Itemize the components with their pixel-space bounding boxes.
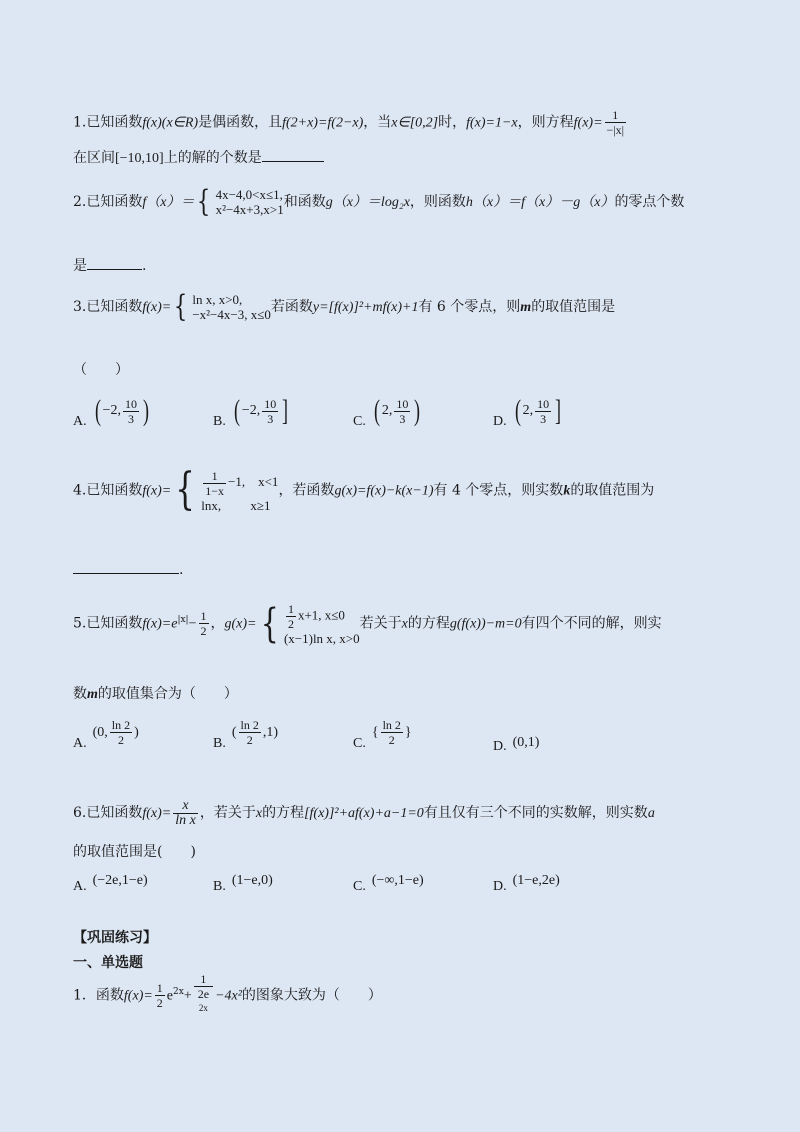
section-q1-t1: 的图象大致为（ ） — [241, 987, 382, 1004]
q6-option-a[interactable] — [73, 872, 148, 894]
q6-eq: [f(x)]²+af(x)+a−1=0 — [304, 806, 424, 821]
q5-a-n: ln 2 — [111, 718, 131, 732]
q5-prefix: 5.已知函数 — [73, 615, 143, 632]
q5-option-d-label: D. — [493, 739, 507, 754]
q6-option-b-label: B. — [213, 879, 226, 894]
section-q1-an: 1 — [156, 981, 163, 995]
q2-fx: f（x）＝ — [142, 195, 195, 210]
q3-option-b-value — [232, 396, 290, 426]
q5-a-text: (0, — [92, 724, 108, 740]
q3-option-a-value — [93, 396, 151, 426]
q3-a-d: 3 — [128, 411, 135, 426]
section-title: 【巩固练习】 — [73, 930, 157, 946]
q2-t3: 的零点个数 — [614, 194, 685, 210]
q5-c1n: 1 — [287, 601, 294, 616]
q3-c-r: ) — [414, 394, 421, 427]
q2-piecewise — [194, 184, 284, 219]
q4-case2: lnx, x≥1 — [201, 497, 271, 513]
section-q1-frac-b — [194, 972, 213, 1019]
q4-line1 — [73, 464, 655, 516]
q4-c1n: 1 — [203, 469, 226, 484]
q5-line2b: 的取值集合为（ ） — [97, 686, 238, 702]
q5-b-r: ,1) — [262, 724, 279, 740]
q4-c1t: −1, x<1 — [228, 474, 279, 489]
q5-option-b-value — [232, 718, 278, 747]
q4-prefix: 4.已知函数 — [73, 482, 143, 499]
q3-a-frac — [123, 397, 139, 426]
q3-prefix: 3.已知函数 — [73, 299, 143, 315]
q5-t2: 的方程 — [407, 615, 450, 632]
q5-option-c[interactable] — [353, 718, 412, 751]
q1-t2: ，当 — [363, 114, 392, 131]
q2-case1: 4x−4,0<x≤1, — [215, 187, 283, 202]
q2-answer-blank[interactable] — [87, 269, 142, 270]
q6-option-d-label: D. — [493, 879, 507, 894]
q3-a-a: −2, — [102, 403, 122, 418]
q1-def: f(x)=1−x — [466, 115, 518, 131]
q3-c-a: 2, — [381, 403, 393, 418]
q6-option-c[interactable] — [353, 872, 424, 894]
q5-c-n: ln 2 — [382, 718, 401, 732]
q3-c-n: 10 — [396, 396, 409, 411]
q5-line2a: 数 — [73, 686, 87, 702]
q3-d-a: 2, — [522, 403, 534, 418]
q5-b-text: ( — [231, 724, 237, 740]
q6-c-text: (−∞,1−e) — [371, 873, 424, 888]
q6-fn: x — [173, 799, 198, 814]
q2-cases — [216, 187, 284, 217]
q6-line1 — [73, 796, 655, 831]
q3-a-r: ) — [143, 394, 150, 427]
q5-c-r: } — [404, 724, 412, 740]
q3-c-l: ( — [373, 394, 380, 427]
q2-t2: ，则函数 — [409, 194, 466, 210]
q5-option-b[interactable] — [213, 718, 279, 751]
q3-t3: 的取值范围是 — [531, 299, 616, 315]
section-q1-bd: 2e — [197, 987, 210, 1001]
section-q1-fx: f(x)= — [123, 988, 153, 1004]
section-q1-plus: + — [183, 988, 192, 1004]
q1-interval: [−10,10] — [115, 151, 164, 166]
q3-option-c-label: C. — [353, 414, 366, 429]
q3-t2: 有 6 个零点，则 — [418, 299, 521, 315]
q6-line2-text: 的取值范围是( ) — [73, 844, 196, 860]
q5-a-r: ) — [134, 724, 139, 740]
q6-b-text: (1−e,0) — [231, 873, 273, 888]
q3-c-frac — [394, 397, 410, 426]
q5-hd: 2 — [200, 624, 207, 639]
q5-c-d: 2 — [388, 733, 395, 747]
q3-b-a: −2, — [241, 403, 261, 418]
section-q1-be: 2x — [198, 1003, 208, 1013]
q3-b-n: 10 — [264, 396, 277, 411]
q6-a: a — [647, 806, 655, 821]
q1-frac — [605, 108, 627, 137]
q2-case2: x²−4x+3,x>1 — [215, 202, 284, 217]
q4-dot: . — [179, 562, 184, 578]
q4-cases — [201, 468, 278, 513]
q1-line2 — [73, 148, 324, 169]
q5-option-a-value — [93, 718, 139, 747]
q6-fd: ln x — [175, 812, 196, 828]
q1-fxR: f(x)(x∈R) — [142, 115, 199, 131]
q5-hn: 1 — [200, 609, 207, 624]
q5-c-frac — [381, 718, 403, 747]
q2-line2-text: 是 — [73, 258, 87, 274]
q5-option-a[interactable] — [73, 718, 139, 751]
q3-yexp: y=[f(x)]²+mf(x)+1 — [312, 300, 419, 315]
q4-case1-frac — [203, 469, 226, 498]
q4-fx: f(x)= — [142, 483, 172, 499]
q3-line1 — [73, 290, 615, 325]
q5-gx: g(x)= — [224, 616, 257, 632]
q5-c-text: { — [371, 724, 379, 740]
q4-case1 — [201, 468, 278, 498]
q3-t1: 若函数 — [270, 299, 313, 315]
q3-d-frac — [535, 397, 551, 426]
section-q1-prefix: 1．函数 — [73, 987, 124, 1004]
q4-line2 — [73, 560, 183, 580]
q5-option-a-label: A. — [73, 735, 87, 751]
q3-b-l: ( — [233, 394, 240, 427]
section-q1-ad: 2 — [156, 996, 163, 1010]
q6-a-text: (−2e,1−e) — [92, 873, 148, 888]
q5-eq: g(f(x))−m=0 — [449, 616, 522, 632]
q3-c-d: 3 — [399, 411, 406, 426]
section-q1-tail: −4x² — [215, 988, 242, 1004]
q5-case1-frac — [286, 602, 296, 631]
q4-piecewise — [171, 464, 279, 516]
q5-option-c-label: C. — [353, 735, 366, 751]
q3-b-r: ] — [282, 394, 289, 427]
q5-option-c-value — [372, 718, 412, 747]
q5-t1: 若关于 — [359, 615, 402, 632]
q6-option-d[interactable] — [493, 872, 560, 894]
q3-option-d[interactable] — [493, 394, 563, 429]
q5-fx: f(x)=e — [142, 616, 178, 632]
q3-case1: ln x, x>0, — [192, 292, 243, 307]
q3-d-n: 10 — [537, 396, 550, 411]
q3-option-a[interactable] — [73, 394, 151, 429]
section-q1 — [73, 972, 382, 1019]
q3-a-l: ( — [94, 394, 101, 427]
q6-fx: f(x)= — [142, 806, 172, 821]
q5-b-frac — [239, 718, 261, 747]
q3-d-r: ] — [555, 394, 562, 427]
section-q1-bd-wrap — [194, 987, 213, 1019]
q1-eq1: f(2+x)=f(2−x) — [282, 115, 364, 131]
q6-d-text: (1−e,2e) — [512, 873, 560, 888]
q1-frac-den: −|x| — [606, 123, 625, 137]
q5-comma: ， — [210, 615, 225, 632]
q3-fx: f(x)= — [142, 300, 172, 315]
q1-t5: 上的解的个数是 — [163, 150, 262, 166]
q5-half — [199, 609, 209, 638]
q6-option-a-label: A. — [73, 879, 87, 894]
q4-k: k — [563, 483, 571, 499]
section-q1-frac-a — [155, 981, 165, 1010]
q5-piecewise — [257, 602, 360, 646]
q6-option-b[interactable] — [213, 872, 273, 894]
q1-t1: 是偶函数，且 — [198, 114, 283, 131]
q1-eqL: f(x)= — [573, 115, 603, 131]
q1-answer-blank[interactable] — [262, 161, 324, 162]
q3-a-n: 10 — [125, 396, 138, 411]
q1-line1 — [73, 108, 628, 137]
q6-line2 — [73, 842, 196, 862]
q5-x: x — [401, 616, 408, 632]
q5-line1 — [73, 600, 662, 646]
q1-t4: ，则方程 — [517, 114, 574, 131]
q4-t3: 的取值范围为 — [570, 482, 655, 499]
q5-b-d: 2 — [246, 733, 253, 747]
section-q1-bn: 1 — [194, 972, 213, 987]
q4-gx: g(x)=f(x)−k(x−1) — [334, 483, 434, 499]
q3-cases — [192, 292, 271, 322]
q2-line1 — [73, 185, 684, 220]
q3-option-c-value — [372, 396, 423, 426]
q3-b-frac — [262, 397, 278, 426]
q6-t1: ，若关于 — [199, 805, 256, 821]
q3-option-b-label: B. — [213, 414, 226, 429]
q5-brace: { — [260, 600, 279, 647]
section-q1-ae: 2x — [173, 986, 184, 997]
q3-option-d-label: D. — [493, 414, 507, 429]
q5-exp: |x| — [177, 615, 189, 625]
q5-a-frac — [110, 718, 132, 747]
q1-t3: 时， — [438, 114, 467, 131]
q5-line2 — [73, 684, 238, 705]
section-subtitle: 一、单选题 — [73, 955, 143, 971]
q3-option-b[interactable] — [213, 394, 290, 429]
q4-t1: ，若函数 — [278, 482, 335, 499]
q5-minus: − — [188, 616, 197, 632]
q2-dot: . — [142, 258, 147, 274]
q6-t3: 有且仅有三个不同的实数解，则实数 — [423, 805, 648, 821]
q3-b-d: 3 — [267, 411, 274, 426]
q5-case1 — [284, 602, 360, 631]
q2-prefix: 2.已知函数 — [73, 194, 143, 210]
q5-option-b-label: B. — [213, 735, 226, 751]
q2-t1: 和函数 — [283, 194, 326, 210]
q4-brace: { — [175, 464, 196, 516]
section-q1-at: e — [166, 988, 174, 1004]
q6-option-c-label: C. — [353, 879, 366, 894]
q1-line2-text: 在区间 — [73, 150, 115, 166]
q6-prefix: 6.已知函数 — [73, 805, 143, 821]
q5-d-text: (0,1) — [512, 735, 540, 750]
q2-brace: { — [197, 184, 211, 219]
q3-case2: −x²−4x−3, x≤0 — [192, 307, 271, 322]
q2-hx: h（x）＝f（x）－g（x） — [465, 195, 615, 210]
q5-b-n: ln 2 — [240, 718, 259, 732]
q4-answer-blank[interactable] — [73, 573, 179, 574]
q4-t2: 有 4 个零点，则实数 — [433, 482, 564, 499]
q1-prefix: 1.已知函数 — [73, 114, 143, 131]
q4-c1d: 1−x — [205, 483, 225, 498]
q5-c1t: x+1, x≤0 — [297, 607, 345, 623]
q2-line2 — [73, 256, 146, 276]
q2-gx: g（x）＝log₂x — [325, 195, 410, 210]
q5-m: m — [87, 687, 98, 702]
q3-option-a-label: A. — [73, 414, 87, 429]
q6-frac — [173, 799, 198, 828]
q3-d-d: 3 — [540, 411, 547, 426]
q6-t2: 的方程 — [262, 805, 305, 821]
q3-d-l: ( — [514, 394, 521, 427]
q5-cases — [284, 602, 360, 646]
q1-frac-num: 1 — [605, 108, 627, 123]
q3-paren-line — [73, 360, 129, 380]
q3-option-c[interactable] — [353, 394, 422, 429]
q1-dom: x∈[0,2] — [391, 115, 439, 131]
q5-c1d: 2 — [287, 616, 294, 631]
q3-paren: （ ） — [73, 362, 129, 378]
q3-option-d-value — [513, 396, 564, 426]
q3-m: m — [520, 300, 532, 315]
q5-a-d: 2 — [117, 733, 124, 747]
q5-case2: (x−1)ln x, x>0 — [283, 630, 360, 646]
q3-piecewise — [171, 289, 271, 324]
q5-t3: 有四个不同的解，则实 — [521, 615, 662, 632]
q3-brace: { — [174, 289, 188, 324]
q5-option-d[interactable] — [493, 734, 540, 754]
q6-x: x — [255, 806, 263, 821]
